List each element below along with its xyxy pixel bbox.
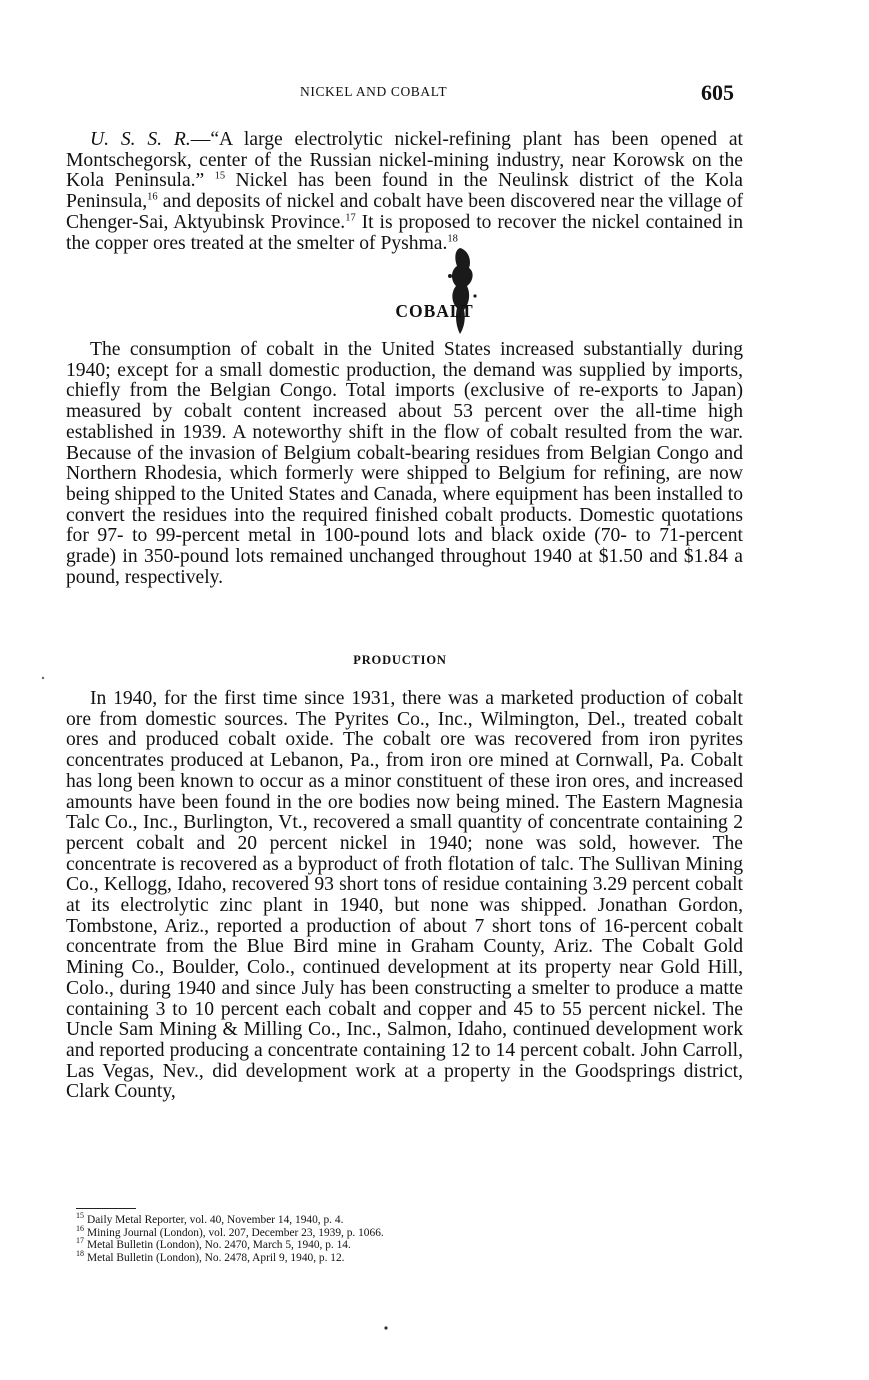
- ussr-text-4: It is proposed to recover the nickel contained in the copper ores treated at the smelter of Pyshma.: [66, 211, 744, 254]
- footnote: [76, 1248, 676, 1265]
- section-heading-cobalt: COBALT: [395, 301, 474, 321]
- footnote-number: 17: [76, 1236, 84, 1246]
- section-heading-production: PRODUCTION: [353, 653, 447, 667]
- footnote-text: Metal Bulletin (London), No. 2470, March 5, 1940, p. 14.: [87, 1239, 351, 1251]
- footnote-list: [76, 1211, 676, 1264]
- footnote-ref-15: 15: [214, 170, 226, 182]
- ussr-text-2: Nickel has been found in the Neulinsk district of the Kola Peninsula,: [66, 170, 743, 213]
- footnote-ref-18: 18: [447, 232, 458, 244]
- footnote-number: 16: [76, 1223, 84, 1233]
- running-title: NICKEL AND COBALT: [300, 84, 448, 99]
- footnote-text: Daily Metal Reporter, vol. 40, November 14, 1940, p. 4.: [87, 1214, 344, 1226]
- footnote-number: 18: [76, 1248, 84, 1258]
- page-number: 605: [701, 80, 734, 105]
- production-paragraph: In 1940, for the first time since 1931, there was a marketed production of cobalt ore from domestic sources. The Pyrites Co., Inc., Wilmington, Del., treated cobalt ores and produced cobalt oxide. The cobalt ore was recovered from iron pyrites concentrates produced at Lebanon, Pa., from iron ore mined at Cornwall, Pa. Cobalt has long been known to occur as a minor constituent of these iron ores, and increased amounts have been found in the ore bodies now being mined. The Eastern Magnesia Talc Co., Inc., Burlington, Vt., recovered a small quantity of concentrate containing 2 percent cobalt and 20 percent nickel in 1940; none was sold, however. The concentrate is recovered as a byproduct of froth flotation of talc. The Sullivan Mining Co., Kellogg, Idaho, recovered 93 short tons of residue containing 3.29 percent cobalt at its electrolytic zinc plant in 1940, but none was shipped. Jonathan Gordon, Tombstone, Ariz., reported a production of about 7 short tons of 16-percent cobalt concentrate from the Blue Bird mine in Graham County, Ariz. The Cobalt Gold Mining Co., Boulder, Colo., continued development at its property near Gold Hill, Colo., during 1940 and since July has been constructing a smelter to produce a matte containing 3 to 10 percent each cobalt and copper and 45 to 55 percent nickel. The Uncle Sam Mining & Milling Co., Inc., Salmon, Idaho, continued development work and reported producing a concentrate containing 12 to 14 percent cobalt. John Carroll, Las Vegas, Nev., did development work at a property in the Goodsprings district, Clark County,: [66, 688, 743, 1103]
- cobalt-intro-paragraph: The consumption of cobalt in the United States increased substantially during 1940; except for a small domestic production, the demand was supplied by imports, chiefly from the Belgian Congo. Total imports (exclusive of re-exports to Japan) measured by cobalt content increased about 53 percent over the all-time high established in 1939. A noteworthy shift in the flow of cobalt resulted from the war. Because of the invasion of Belgium cobalt-bearing residues from Belgian Congo and Northern Rhodesia, which formerly were shipped to Belgium for refining, are now being shipped to the United States and Canada, where equipment has been installed to convert the residues into the required finished cobalt products. Domestic quotations for 97- to 99-percent metal in 100-pound lots and black oxide (70- to 71-percent grade) in 350-pound lots remained unchanged throughout 1940 at $1.50 and $1.84 a pound, respectively.: [66, 339, 743, 588]
- footnote-ref-17: 17: [345, 212, 356, 224]
- footnote: [76, 1211, 676, 1227]
- ussr-paragraph: [66, 130, 743, 254]
- country-label: U. S. S. R.: [90, 129, 191, 150]
- footnote-divider: [76, 1208, 136, 1209]
- footnote-ref-16: 16: [147, 191, 158, 203]
- speck-mark: [383, 1325, 389, 1331]
- speck-mark: [40, 675, 46, 681]
- footnote-text: Mining Journal (London), vol. 207, December 23, 1939, p. 1066.: [87, 1226, 384, 1239]
- footnote-text: Metal Bulletin (London), No. 2478, April 9, 1940, p. 12.: [87, 1251, 345, 1264]
- ussr-text-1: —“A large electrolytic nickel-refining plant has been opened at Montschegorsk, center of the Russian nickel-mining industry, near Korowsk on the Kola Peninsula.”: [66, 129, 743, 192]
- footnote: [76, 1236, 676, 1252]
- footnote-number: 15: [76, 1211, 84, 1221]
- ussr-text-3: and deposits of nickel and cobalt have been discovered near the village of Chenger-Sai, Aktyubinsk Province.: [66, 191, 743, 233]
- footnote: [76, 1223, 676, 1240]
- ink-blot-mark: [442, 246, 482, 336]
